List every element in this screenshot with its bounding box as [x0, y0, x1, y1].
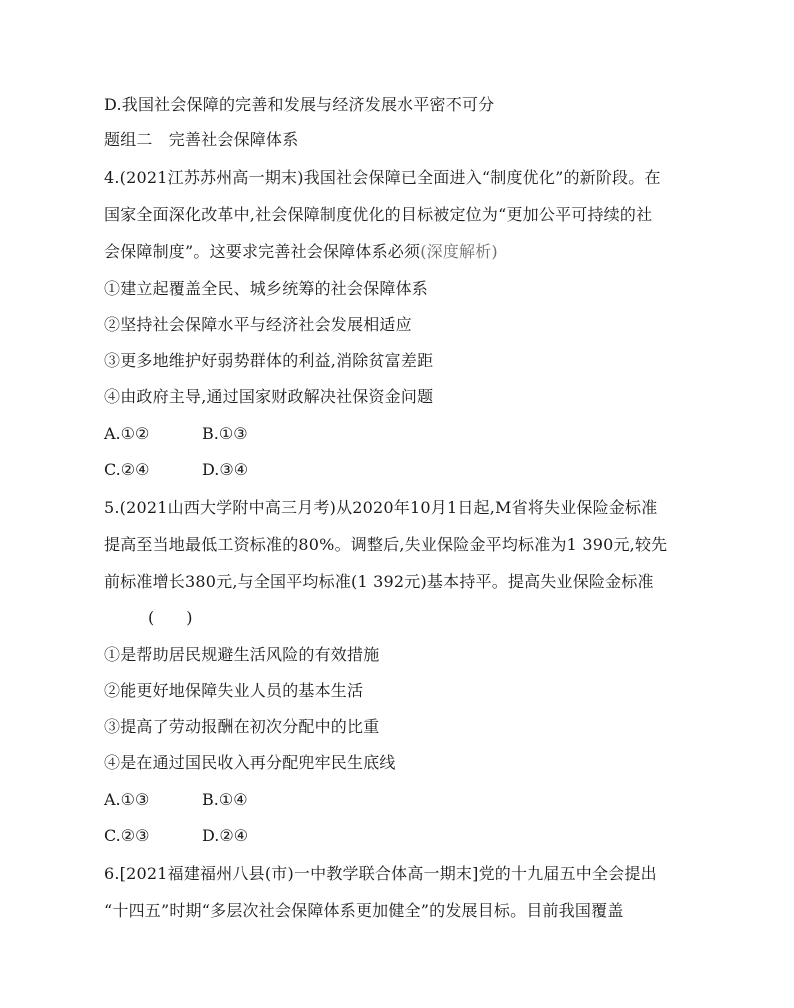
q4-analysis-hint: (深度解析) — [420, 242, 498, 261]
q6-stem-part-1: 党的十九届五中全会提出 — [478, 864, 657, 883]
q5-stem-part-1: 从2020年10月1日起,M省将失业保险金标准 — [336, 498, 658, 517]
q5-options-row-2 — [104, 826, 248, 846]
q5-number: 5. — [104, 498, 120, 517]
q4-option-a[interactable]: A.①② — [104, 424, 150, 443]
q4-stem-part-1: 我国社会保障已全面进入“制度优化”的新阶段。在 — [303, 168, 661, 187]
q6-source: [2021福建福州八县(市)一中教学联合体高一期末] — [119, 864, 479, 883]
q4-options-row-1 — [104, 424, 248, 444]
q4-source: (2021江苏苏州高一期末) — [119, 168, 304, 187]
q6-line-1 — [104, 864, 724, 884]
q4-statement-2: ②坚持社会保障水平与经济社会发展相适应 — [104, 315, 412, 334]
group-title: 题组二 完善社会保障体系 — [104, 130, 299, 149]
previous-option-d: D.我国社会保障的完善和发展与经济发展水平密不可分 — [104, 95, 495, 114]
q4-statement-3: ③更多地维护好弱势群体的利益,消除贫富差距 — [104, 351, 434, 370]
q5-statement-2: ②能更好地保障失业人员的基本生活 — [104, 681, 364, 700]
q4-statement-1: ①建立起覆盖全民、城乡统筹的社会保障体系 — [104, 279, 429, 298]
q4-line-2: 国家全面深化改革中,社会保障制度优化的目标被定位为“更加公平可持续的社 — [104, 205, 653, 224]
q5-options-row-1 — [104, 790, 248, 810]
q4-option-d[interactable]: D.③④ — [202, 460, 249, 479]
q5-option-a[interactable]: A.①③ — [104, 790, 150, 809]
q5-line-2: 提高至当地最低工资标准的80%。调整后,失业保险金平均标准为1 390元,较先 — [104, 535, 668, 554]
q5-source: (2021山西大学附中高三月考) — [119, 498, 337, 517]
q4-stem-part-3: 会保障制度”。这要求完善社会保障体系必须 — [104, 242, 421, 261]
q4-option-c[interactable]: C.②④ — [104, 460, 150, 479]
q4-option-b[interactable]: B.①③ — [202, 424, 248, 443]
q5-option-b[interactable]: B.①④ — [202, 790, 248, 809]
q4-statement-4: ④由政府主导,通过国家财政解决社保资金问题 — [104, 387, 434, 406]
q5-statement-4: ④是在通过国民收入再分配兜牢民生底线 — [104, 753, 396, 772]
q4-line-1 — [104, 168, 724, 188]
q4-options-row-2 — [104, 460, 248, 480]
q5-statement-1: ①是帮助居民规避生活风险的有效措施 — [104, 645, 380, 664]
q5-statement-3: ③提高了劳动报酬在初次分配中的比重 — [104, 717, 380, 736]
q4-line-3 — [104, 242, 724, 262]
q5-option-d[interactable]: D.②④ — [202, 826, 249, 845]
q5-option-c[interactable]: C.②③ — [104, 826, 150, 845]
q5-line-3: 前标准增长380元,与全国平均标准(1 392元)基本持平。提高失业保险金标准 — [104, 572, 654, 591]
q6-number: 6. — [104, 864, 120, 883]
q5-answer-blank: ( ) — [148, 608, 193, 627]
q6-line-2: “十四五”时期“多层次社会保障体系更加健全”的发展目标。目前我国覆盖 — [104, 901, 624, 920]
q5-line-1 — [104, 498, 724, 518]
q4-number: 4. — [104, 168, 120, 187]
